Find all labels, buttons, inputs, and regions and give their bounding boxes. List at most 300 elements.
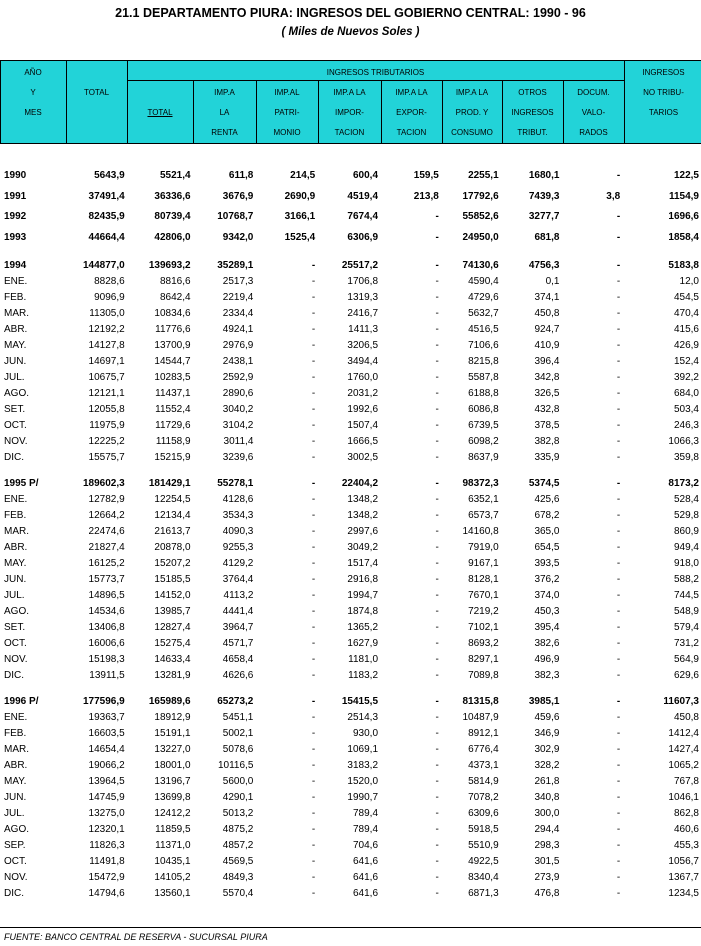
value-cell: 213,8 <box>413 190 439 202</box>
value-cell: 0,1 <box>545 276 560 287</box>
value-cell: 246,3 <box>673 420 699 431</box>
value-cell: 328,2 <box>534 760 560 771</box>
value-cell: 1411,3 <box>348 324 379 335</box>
year-row <box>0 228 701 249</box>
value-cell: 395,4 <box>534 622 560 633</box>
value-cell: 7219,2 <box>468 606 499 617</box>
value-cell: 641,6 <box>352 856 379 867</box>
value-cell: 19066,2 <box>88 760 125 771</box>
value-cell: - <box>616 638 621 649</box>
value-cell: - <box>435 372 439 383</box>
value-cell: - <box>435 452 439 463</box>
value-cell: - <box>311 340 316 351</box>
value-cell: 13985,7 <box>154 606 191 617</box>
row-label: MAY. <box>4 340 27 351</box>
value-cell: 2997,6 <box>347 526 379 537</box>
value-cell: 21613,7 <box>154 526 191 537</box>
value-cell: 15215,9 <box>154 452 191 463</box>
value-cell: 12225,2 <box>88 436 125 447</box>
value-cell: 15185,5 <box>154 574 191 585</box>
value-cell: 6086,8 <box>468 404 499 415</box>
year-row <box>0 187 701 208</box>
value-cell: 4626,6 <box>222 670 254 681</box>
value-cell: 860,9 <box>673 526 699 537</box>
value-cell: - <box>435 308 439 319</box>
value-cell: - <box>616 231 621 243</box>
value-cell: - <box>311 308 316 319</box>
value-cell: - <box>616 526 621 537</box>
value-cell: - <box>311 558 316 569</box>
value-cell: 326,5 <box>534 388 560 399</box>
month-row <box>0 338 701 354</box>
value-cell: 36336,6 <box>154 190 191 202</box>
value-cell: 382,3 <box>534 670 560 681</box>
value-cell: 1525,4 <box>284 231 316 243</box>
row-label: 1994 <box>4 260 27 271</box>
value-cell: 22404,2 <box>341 478 379 489</box>
value-cell: 5643,9 <box>94 170 125 181</box>
header-imp-prod-consumo: IMP.A LA PROD. Y CONSUMO <box>451 88 493 137</box>
header-imp-patrimonio: IMP.AL PATRI- MONIO <box>273 88 301 137</box>
value-cell: 11859,5 <box>155 824 191 835</box>
value-cell: - <box>435 231 439 243</box>
value-cell: - <box>435 211 439 222</box>
value-cell: 410,9 <box>534 340 560 351</box>
value-cell: 1367,7 <box>668 872 699 883</box>
spacer-cell <box>0 684 701 694</box>
value-cell: - <box>311 856 316 867</box>
row-label: JUL. <box>4 372 25 383</box>
value-cell: 9255,3 <box>222 542 254 553</box>
value-cell: 4729,6 <box>468 292 499 303</box>
value-cell: 425,6 <box>534 494 560 505</box>
value-cell: - <box>435 510 439 521</box>
value-cell: 5510,9 <box>468 840 499 851</box>
value-cell: 122,5 <box>673 170 699 181</box>
value-cell: 5451,1 <box>222 712 254 723</box>
value-cell: - <box>311 260 316 271</box>
value-cell: 1069,1 <box>347 744 379 755</box>
row-label: SEP. <box>4 840 26 851</box>
header-no-tributarios: INGRESOS NO TRIBU- TARIOS <box>642 68 685 117</box>
row-label: JUL. <box>4 590 25 601</box>
row-label: JUN. <box>4 356 27 367</box>
value-cell: 15275,4 <box>154 638 191 649</box>
value-cell: 42806,0 <box>154 231 191 243</box>
month-row <box>0 450 701 466</box>
value-cell: - <box>616 856 621 867</box>
value-cell: - <box>311 888 316 899</box>
value-cell: - <box>311 574 316 585</box>
value-cell: 704,6 <box>352 840 379 851</box>
value-cell: 1427,4 <box>668 744 699 755</box>
value-cell: 548,9 <box>673 606 699 617</box>
value-cell: 460,6 <box>673 824 699 835</box>
value-cell: 335,9 <box>534 452 560 463</box>
header-otros-ingresos: OTROS INGRESOS TRIBUT. <box>511 88 554 137</box>
value-cell: 19363,7 <box>88 712 125 723</box>
value-cell: 6098,2 <box>468 436 499 447</box>
value-cell: 13227,0 <box>154 744 191 755</box>
value-cell: 3239,6 <box>222 452 254 463</box>
month-row <box>0 418 701 434</box>
value-cell: 924,7 <box>534 324 560 335</box>
value-cell: - <box>435 760 439 771</box>
value-cell: - <box>616 712 621 723</box>
value-cell: 13281,9 <box>154 670 191 681</box>
value-cell: 8642,4 <box>159 292 191 303</box>
value-cell: 4875,2 <box>222 824 254 835</box>
value-cell: - <box>311 696 316 707</box>
value-cell: 7439,3 <box>528 190 560 202</box>
value-cell: 393,5 <box>534 558 560 569</box>
value-cell: 12192,2 <box>88 324 125 335</box>
value-cell: 16006,6 <box>88 638 125 649</box>
row-label: MAR. <box>4 526 29 537</box>
value-cell: - <box>435 260 439 271</box>
header-docum-valorados: DOCUM. VALO- RADOS <box>577 88 610 137</box>
value-cell: 98372,3 <box>462 478 499 489</box>
header-imp-exportacion: IMP.A LA EXPOR- TACION <box>395 88 428 137</box>
value-cell: 1990,7 <box>347 792 379 803</box>
value-cell: 6306,9 <box>347 231 379 243</box>
month-row <box>0 806 701 822</box>
value-cell: - <box>435 670 439 681</box>
value-cell: 641,6 <box>352 872 379 883</box>
value-cell: 1680,1 <box>528 170 560 181</box>
value-cell: - <box>616 260 621 271</box>
value-cell: 7078,2 <box>468 792 499 803</box>
value-cell: 11776,6 <box>155 324 191 335</box>
row-label: 1991 <box>4 190 27 202</box>
value-cell: - <box>435 542 439 553</box>
table-header <box>0 60 701 144</box>
value-cell: - <box>311 840 316 851</box>
header-imp-importacion: IMP.A LA IMPOR- TACION <box>333 88 366 137</box>
value-cell: 949,4 <box>673 542 699 553</box>
month-row <box>0 668 701 684</box>
value-cell: 25517,2 <box>341 260 379 271</box>
spacer-row <box>0 684 701 694</box>
value-cell: - <box>435 888 439 899</box>
value-cell: 1517,4 <box>347 558 379 569</box>
value-cell: - <box>311 420 316 431</box>
value-cell: - <box>616 494 621 505</box>
row-label: 1993 <box>4 231 27 243</box>
value-cell: - <box>435 558 439 569</box>
value-cell: 376,2 <box>534 574 560 585</box>
row-label: FEB. <box>4 510 27 521</box>
value-cell: 139693,2 <box>148 260 191 271</box>
value-cell: - <box>435 744 439 755</box>
value-cell: 1154,9 <box>668 190 699 202</box>
value-cell: 14654,4 <box>88 744 125 755</box>
value-cell: 4658,4 <box>222 654 254 665</box>
value-cell: 450,3 <box>534 606 560 617</box>
value-cell: 3494,4 <box>347 356 379 367</box>
value-cell: 5814,9 <box>468 776 499 787</box>
value-cell: 261,8 <box>534 776 560 787</box>
row-label: 1990 <box>4 170 27 181</box>
value-cell: 1994,7 <box>347 590 379 601</box>
month-row <box>0 402 701 418</box>
value-cell: 3764,4 <box>222 574 254 585</box>
value-cell: - <box>616 808 621 819</box>
row-label: SET. <box>4 622 26 633</box>
value-cell: - <box>311 388 316 399</box>
value-cell: 396,4 <box>534 356 560 367</box>
value-cell: 13196,7 <box>154 776 191 787</box>
value-cell: 3534,3 <box>222 510 254 521</box>
value-cell: - <box>435 606 439 617</box>
value-cell: 273,9 <box>534 872 560 883</box>
month-row <box>0 838 701 854</box>
value-cell: 159,5 <box>413 170 439 181</box>
value-cell: 9167,1 <box>468 558 499 569</box>
header-imp-renta: IMP.A LA RENTA <box>211 88 238 137</box>
value-cell: - <box>435 292 439 303</box>
value-cell: 16603,5 <box>88 728 125 739</box>
value-cell: - <box>616 670 621 681</box>
row-label: MAR. <box>4 308 29 319</box>
value-cell: 15198,3 <box>88 654 125 665</box>
value-cell: - <box>435 590 439 601</box>
value-cell: 21827,4 <box>88 542 125 553</box>
value-cell: 20878,0 <box>154 542 191 553</box>
value-cell: 5183,8 <box>668 260 699 271</box>
value-cell: 301,5 <box>534 856 560 867</box>
row-label: ABR. <box>4 760 28 771</box>
value-cell: 181429,1 <box>148 478 191 489</box>
month-row <box>0 726 701 742</box>
month-row <box>0 290 701 306</box>
value-cell: 14127,8 <box>88 340 125 351</box>
value-cell: 2219,4 <box>222 292 254 303</box>
value-cell: 55278,1 <box>217 478 254 489</box>
value-cell: 14697,1 <box>88 356 125 367</box>
value-cell: 4590,4 <box>468 276 499 287</box>
month-row <box>0 306 701 322</box>
value-cell: - <box>435 388 439 399</box>
value-cell: - <box>616 872 621 883</box>
value-cell: - <box>435 494 439 505</box>
header-trib-total: TOTAL <box>147 108 173 117</box>
month-row <box>0 854 701 870</box>
row-label: JUN. <box>4 574 27 585</box>
value-cell: - <box>616 654 621 665</box>
value-cell: 1348,2 <box>347 510 379 521</box>
value-cell: - <box>435 340 439 351</box>
value-cell: - <box>311 542 316 553</box>
value-cell: - <box>435 420 439 431</box>
value-cell: - <box>616 478 621 489</box>
year-row <box>0 476 701 492</box>
value-cell: 6188,8 <box>468 388 499 399</box>
row-label: 1992 <box>4 211 27 222</box>
value-cell: 9096,9 <box>94 292 125 303</box>
value-cell: 2976,9 <box>222 340 254 351</box>
value-cell: 8637,9 <box>468 452 499 463</box>
value-cell: - <box>311 436 316 447</box>
value-cell: 684,0 <box>673 388 699 399</box>
value-cell: - <box>616 388 621 399</box>
value-cell: 611,8 <box>228 170 254 181</box>
value-cell: 6739,5 <box>468 420 499 431</box>
value-cell: - <box>311 824 316 835</box>
value-cell: - <box>435 654 439 665</box>
header-bottom-border <box>0 143 701 144</box>
value-cell: 1992,6 <box>347 404 379 415</box>
value-cell: 3166,1 <box>284 211 316 222</box>
value-cell: 144877,0 <box>82 260 125 271</box>
value-cell: - <box>311 776 316 787</box>
month-row <box>0 386 701 402</box>
value-cell: - <box>311 670 316 681</box>
value-cell: 1520,0 <box>347 776 379 787</box>
row-label: AGO. <box>4 824 30 835</box>
value-cell: 12055,8 <box>88 404 125 415</box>
value-cell: 918,0 <box>673 558 699 569</box>
row-label: DIC. <box>4 670 24 681</box>
row-label: FEB. <box>4 728 27 739</box>
value-cell: - <box>435 324 439 335</box>
value-cell: 11975,9 <box>89 420 125 431</box>
value-cell: 4756,3 <box>528 260 560 271</box>
month-row <box>0 274 701 290</box>
value-cell: - <box>435 356 439 367</box>
value-cell: - <box>616 324 621 335</box>
value-cell: 374,1 <box>534 292 560 303</box>
value-cell: 5570,4 <box>222 888 254 899</box>
value-cell: 3002,5 <box>347 452 379 463</box>
year-row <box>0 166 701 187</box>
spacer-cell <box>0 248 701 258</box>
value-cell: 4090,3 <box>222 526 254 537</box>
value-cell: 8828,6 <box>94 276 125 287</box>
value-cell: - <box>616 420 621 431</box>
row-label: ABR. <box>4 324 28 335</box>
value-cell: 2916,8 <box>347 574 379 585</box>
value-cell: 8173,2 <box>668 478 699 489</box>
value-cell: 3049,2 <box>347 542 379 553</box>
row-label: MAR. <box>4 744 29 755</box>
value-cell: - <box>311 606 316 617</box>
value-cell: 6573,7 <box>468 510 499 521</box>
value-cell: 8215,8 <box>468 356 499 367</box>
value-cell: - <box>435 436 439 447</box>
value-cell: 55852,6 <box>462 211 499 222</box>
value-cell: 44664,4 <box>88 231 125 243</box>
value-cell: 7670,1 <box>468 590 499 601</box>
value-cell: - <box>616 170 621 181</box>
month-row <box>0 742 701 758</box>
value-cell: 4128,6 <box>222 494 254 505</box>
value-cell: 528,4 <box>673 494 699 505</box>
value-cell: 678,2 <box>534 510 560 521</box>
value-cell: 2031,2 <box>347 388 379 399</box>
month-row <box>0 822 701 838</box>
value-cell: 15191,1 <box>154 728 191 739</box>
value-cell: 5600,0 <box>222 776 254 787</box>
value-cell: - <box>616 542 621 553</box>
value-cell: 3964,7 <box>222 622 254 633</box>
value-cell: 4922,5 <box>468 856 499 867</box>
data-table <box>0 166 701 902</box>
value-cell: - <box>311 292 316 303</box>
value-cell: 459,6 <box>534 712 560 723</box>
row-label: 1995 P/ <box>4 478 39 489</box>
value-cell: - <box>311 590 316 601</box>
value-cell: 2592,9 <box>222 372 254 383</box>
value-cell: - <box>311 452 316 463</box>
row-label: OCT. <box>4 638 27 649</box>
value-cell: - <box>435 712 439 723</box>
value-cell: 654,5 <box>534 542 560 553</box>
value-cell: 15575,7 <box>88 452 125 463</box>
value-cell: 165989,6 <box>148 696 191 707</box>
value-cell: 14160,8 <box>462 526 499 537</box>
value-cell: 415,6 <box>673 324 699 335</box>
value-cell: 342,8 <box>534 372 560 383</box>
value-cell: 7089,8 <box>468 670 499 681</box>
value-cell: 1234,5 <box>668 888 699 899</box>
year-row <box>0 694 701 710</box>
value-cell: - <box>616 728 621 739</box>
value-cell: 189602,3 <box>82 478 125 489</box>
value-cell: - <box>311 494 316 505</box>
month-row <box>0 758 701 774</box>
month-row <box>0 588 701 604</box>
value-cell: 11305,0 <box>89 308 125 319</box>
value-cell: 930,0 <box>352 728 379 739</box>
value-cell: 5002,1 <box>222 728 254 739</box>
footer-divider <box>0 927 701 928</box>
value-cell: 80739,4 <box>154 211 191 222</box>
value-cell: 11607,3 <box>663 696 699 707</box>
value-cell: - <box>311 712 316 723</box>
value-cell: 11491,8 <box>89 856 125 867</box>
value-cell: 8816,6 <box>159 276 191 287</box>
value-cell: - <box>435 526 439 537</box>
value-cell: 12320,1 <box>88 824 125 835</box>
value-cell: 1183,2 <box>348 670 379 681</box>
value-cell: 3985,1 <box>528 696 560 707</box>
value-cell: - <box>616 888 621 899</box>
row-label: JUL. <box>4 808 25 819</box>
value-cell: 426,9 <box>673 340 699 351</box>
value-cell: 4849,3 <box>222 872 254 883</box>
value-cell: 8340,4 <box>468 872 499 883</box>
value-cell: - <box>616 760 621 771</box>
value-cell: - <box>616 436 621 447</box>
row-label: AGO. <box>4 388 30 399</box>
value-cell: 641,6 <box>352 888 379 899</box>
value-cell: 13911,5 <box>89 670 125 681</box>
value-cell: 579,4 <box>673 622 699 633</box>
value-cell: 1858,4 <box>668 231 699 243</box>
month-row <box>0 556 701 572</box>
value-cell: - <box>616 404 621 415</box>
value-cell: 450,8 <box>534 308 560 319</box>
page-subtitle: ( Miles de Nuevos Soles ) <box>281 26 420 38</box>
header-ano-y-mes: AÑO Y MES <box>24 68 42 117</box>
value-cell: 1046,1 <box>668 792 699 803</box>
value-cell: 4857,2 <box>222 840 254 851</box>
value-cell: 503,4 <box>673 404 699 415</box>
value-cell: 681,8 <box>534 231 560 243</box>
value-cell: - <box>311 808 316 819</box>
value-cell: 12254,5 <box>154 494 191 505</box>
